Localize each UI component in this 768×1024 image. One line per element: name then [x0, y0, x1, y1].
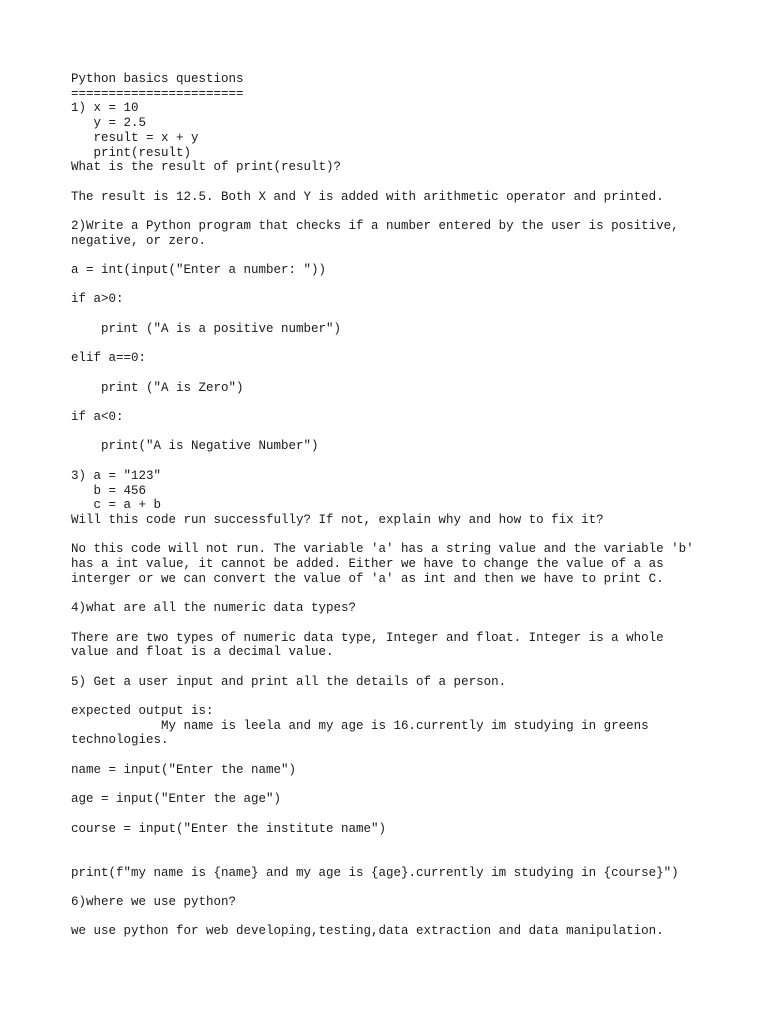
q5-expected-output: technologies. [71, 733, 169, 748]
q5-code-line: print(f"my name is {name} and my age is {age}.currently im studying in {course}") [71, 865, 679, 880]
q3-code-line: b = 456 [71, 483, 147, 498]
q3-code-line: c = a + b [71, 498, 162, 513]
q3-question: Will this code run successfully? If not, explain why and how to fix it? [71, 512, 604, 527]
q3-answer: has a int value, it cannot be added. Either we have to change the value of a as [71, 557, 664, 572]
q1-code-line: y = 2.5 [71, 116, 147, 131]
q5-code-line: name = input("Enter the name") [71, 762, 297, 777]
title-underline: ======================= [71, 86, 244, 101]
q2-question: 2)Write a Python program that checks if a number entered by the user is positive, [71, 219, 679, 233]
q6-answer: we use python for web developing,testing,data extraction and data manipulation. [71, 924, 664, 939]
q1-code-line: result = x + y [71, 130, 199, 145]
q2-code-line: print ("A is Zero") [71, 380, 244, 395]
q5-code-line: age = input("Enter the age") [71, 792, 282, 807]
q5-question: 5) Get a user input and print all the details of a person. [71, 674, 507, 689]
q2-code-line: elif a==0: [71, 351, 147, 366]
q4-answer: There are two types of numeric data type, Integer and float. Integer is a whole [71, 630, 664, 645]
q3-answer: interger or we can convert the value of 'a' as int and then we have to print C. [71, 571, 664, 586]
q5-code-line: course = input("Enter the institute name") [71, 821, 387, 836]
q1-code-line: print(result) [71, 145, 192, 160]
q2-code-line: if a<0: [71, 410, 124, 425]
q5-expected-output: My name is leela and my age is 16.currently im studying in greens [71, 718, 649, 733]
document-body [71, 72, 751, 939]
q2-code-line: print("A is Negative Number") [71, 439, 319, 454]
q3-code-line: 3) a = "123" [71, 468, 162, 483]
q1-code-line: 1) x = 10 [71, 101, 139, 116]
q4-answer: value and float is a decimal value. [71, 645, 334, 660]
q4-question: 4)what are all the numeric data types? [71, 601, 357, 616]
document-title: Python basics questions [71, 72, 244, 86]
q2-code-line: if a>0: [71, 292, 124, 307]
q1-question: What is the result of print(result)? [71, 160, 342, 175]
q3-answer: No this code will not run. The variable 'a' has a string value and the variable 'b' [71, 542, 694, 557]
q5-expected-label: expected output is: [71, 704, 214, 718]
q6-question: 6)where we use python? [71, 895, 237, 910]
q2-question: negative, or zero. [71, 233, 207, 248]
q2-code-line: print ("A is a positive number") [71, 321, 342, 336]
q2-code-line: a = int(input("Enter a number: ")) [71, 263, 327, 278]
q1-answer: The result is 12.5. Both X and Y is added with arithmetic operator and printed. [71, 189, 664, 204]
